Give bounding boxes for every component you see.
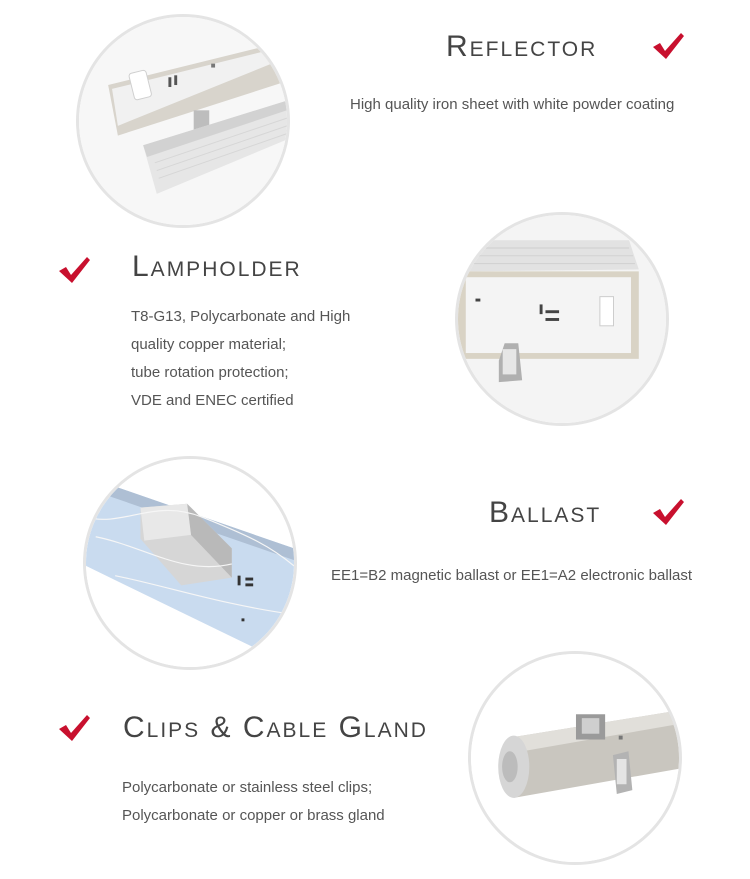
- lampholder-line-2: quality copper material;: [131, 336, 287, 353]
- clips-description: [122, 774, 385, 830]
- lampholder-image: [455, 212, 669, 426]
- lampholder-check-icon: [56, 254, 92, 286]
- clips-photo-icon: [471, 654, 679, 862]
- reflector-description: High quality iron sheet with white powder coating: [350, 96, 675, 113]
- ballast-check-icon: [650, 496, 686, 528]
- reflector-photo-icon: [79, 17, 287, 225]
- lampholder-title: Lampholder: [132, 250, 302, 283]
- reflector-title: Reflector: [446, 30, 598, 63]
- reflector-check-icon: [650, 30, 686, 62]
- ballast-description: EE1=B2 magnetic ballast or EE1=A2 electronic ballast: [331, 567, 693, 584]
- ballast-title: Ballast: [489, 496, 602, 529]
- ballast-image: [83, 456, 297, 670]
- lampholder-line-1: T8-G13, Polycarbonate and High: [131, 308, 351, 325]
- clips-line-2: Polycarbonate or copper or brass gland: [122, 807, 385, 824]
- clips-check-icon: [56, 712, 92, 744]
- clips-title: Clips & Cable Gland: [123, 711, 428, 744]
- reflector-image: [76, 14, 290, 228]
- ballast-photo-icon: [86, 459, 294, 667]
- clips-line-1: Polycarbonate or stainless steel clips;: [122, 779, 373, 796]
- clips-image: [468, 651, 682, 865]
- lampholder-photo-icon: [458, 215, 666, 423]
- lampholder-line-3: tube rotation protection;: [131, 364, 289, 381]
- lampholder-description: [131, 303, 350, 415]
- lampholder-line-4: VDE and ENEC certified: [131, 392, 294, 409]
